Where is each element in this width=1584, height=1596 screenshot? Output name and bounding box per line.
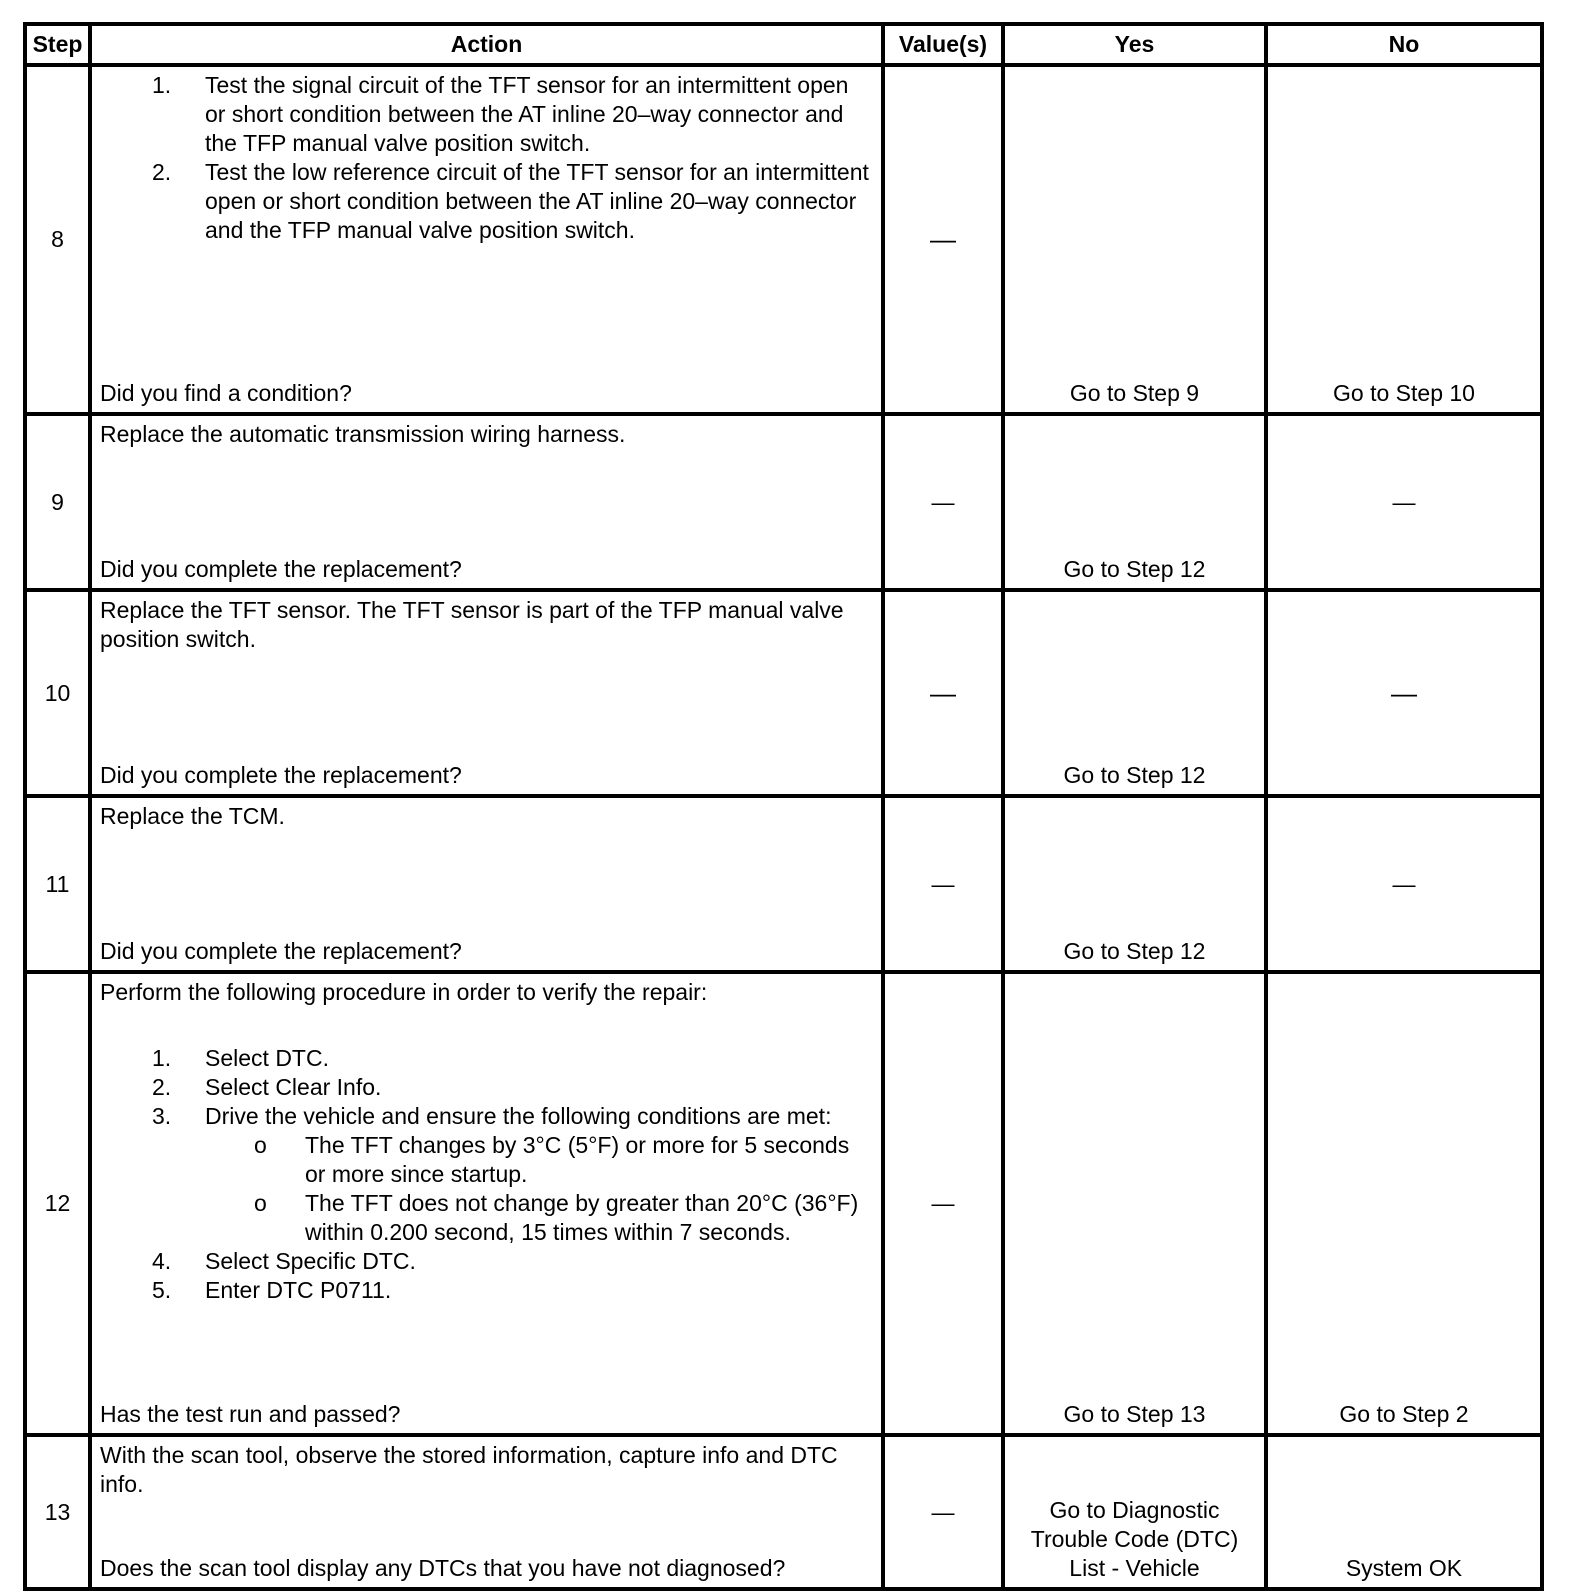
action-text: Perform the following procedure in order to verify the repair:: [100, 979, 708, 1005]
action-question: Did you complete the replacement?: [100, 556, 462, 582]
action-text: Replace the TFT sensor. The TFT sensor is part of the TFP manual valve position switch.: [100, 597, 844, 652]
action-cell: [92, 798, 881, 970]
yes-cell: Go to Step 13: [1063, 1401, 1206, 1427]
action-cell: [92, 974, 881, 1433]
header-step: Step: [32, 31, 83, 57]
list-item: o The TFT does not change by greater than 20°C (36°F) within 0.200 second, 15 times within 7 seconds.: [254, 1190, 859, 1245]
list-item: o The TFT changes by 3°C (5°F) or more for 5 seconds or more since startup.: [254, 1132, 850, 1187]
header-no: No: [1388, 31, 1420, 57]
step-number: 13: [44, 1498, 71, 1525]
action-question: Did you complete the replacement?: [100, 762, 462, 788]
list-item: 1. Select DTC.: [152, 1045, 329, 1071]
action-cell: [92, 67, 881, 412]
values-cell: —: [931, 488, 955, 515]
step-number: 10: [44, 679, 71, 706]
no-cell: Go to Step 10: [1333, 380, 1475, 406]
action-text: Replace the automatic transmission wiring harness.: [100, 421, 626, 447]
no-cell: System OK: [1345, 1555, 1463, 1581]
condition-list: [205, 1131, 873, 1247]
step-number: 8: [51, 226, 64, 252]
list-item: 2. Select Clear Info.: [152, 1074, 382, 1100]
list-item: 4. Select Specific DTC.: [152, 1248, 416, 1274]
action-text: With the scan tool, observe the stored information, capture info and DTC info.: [100, 1442, 838, 1497]
action-question: Did you complete the replacement?: [100, 938, 462, 964]
step-number: 11: [45, 870, 70, 897]
action-cell: [92, 1437, 881, 1587]
yes-cell: Go to Diagnostic Trouble Code (DTC) List - Vehicle: [1030, 1497, 1239, 1581]
header-values: Value(s): [898, 31, 988, 57]
values-cell: —: [931, 1498, 955, 1525]
step-number: 9: [51, 488, 64, 515]
action-question: Has the test run and passed?: [100, 1401, 401, 1427]
action-cell: [92, 592, 881, 794]
action-question: Did you find a condition?: [100, 380, 352, 406]
values-cell: —: [930, 677, 956, 708]
procedure-list: [100, 71, 873, 245]
yes-cell: Go to Step 12: [1063, 556, 1206, 582]
step-number: 12: [44, 1190, 71, 1216]
action-question: Does the scan tool display any DTCs that you have not diagnosed?: [100, 1555, 786, 1581]
no-cell: —: [1392, 488, 1416, 515]
no-cell: Go to Step 2: [1339, 1401, 1469, 1427]
action-cell: [92, 416, 881, 588]
list-item: 1. Test the signal circuit of the TFT sensor for an intermittent open or short condition between the AT inline 20–way connector and the TFP manual valve position switch.: [152, 72, 849, 156]
no-cell: —: [1391, 677, 1417, 708]
yes-cell: Go to Step 12: [1063, 938, 1206, 964]
header-action: Action: [450, 31, 523, 57]
yes-cell: Go to Step 12: [1063, 762, 1206, 788]
values-cell: —: [931, 870, 955, 897]
values-cell: —: [930, 224, 956, 254]
values-cell: —: [931, 1190, 955, 1216]
yes-cell: Go to Step 9: [1069, 380, 1200, 406]
no-cell: —: [1392, 870, 1416, 897]
header-yes: Yes: [1114, 31, 1155, 57]
list-item: 5. Enter DTC P0711.: [152, 1277, 392, 1303]
list-item: 3. Drive the vehicle and ensure the following conditions are met: o The TFT changes by 3°C (5°F) or more for 5 seconds or more since startup. o The TFT does not change by greater than 20°C (36°F) within 0.200 second, 15 times within 7 seconds.: [100, 1102, 873, 1247]
list-item: 2. Test the low reference circuit of the TFT sensor for an intermittent open or short condition between the AT inline 20–way connector and the TFP manual valve position switch.: [152, 159, 869, 243]
procedure-list: [100, 1044, 873, 1305]
action-text: Replace the TCM.: [100, 803, 285, 829]
